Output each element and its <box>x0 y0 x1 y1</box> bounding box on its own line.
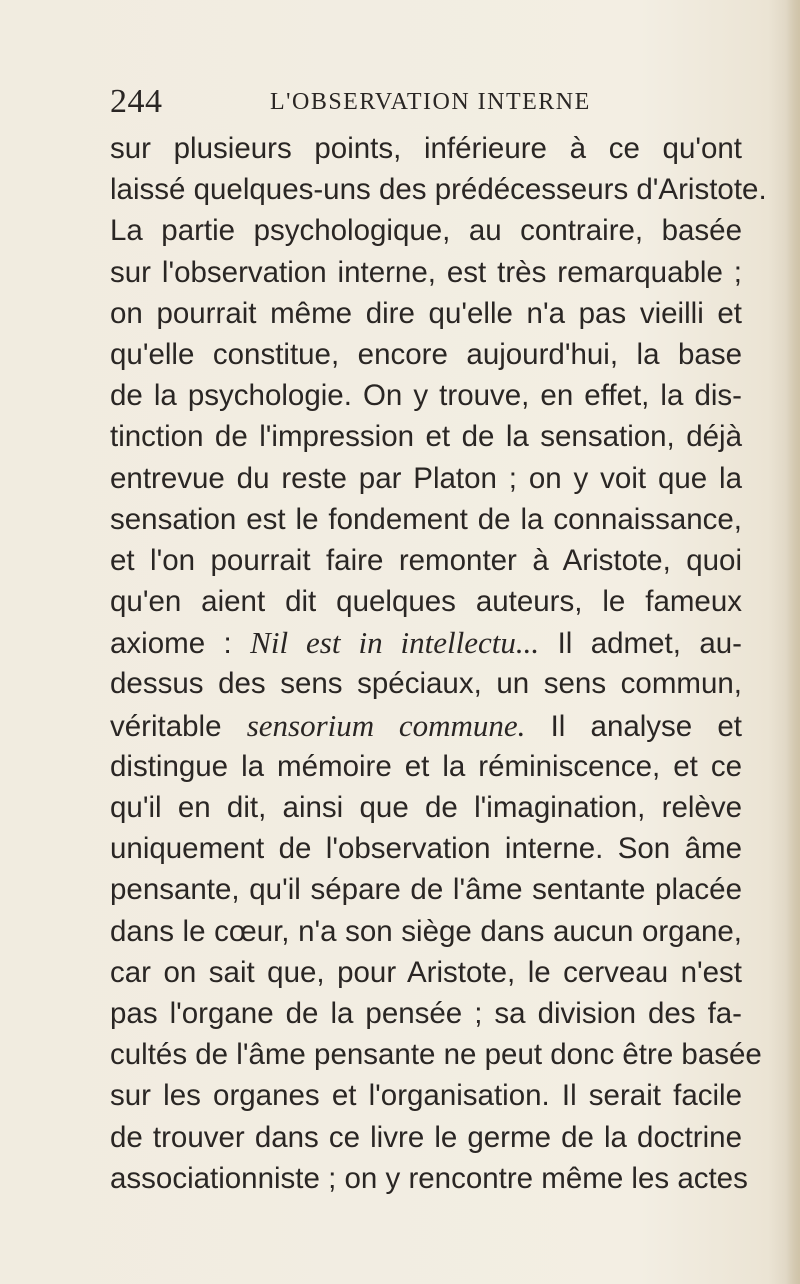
text-line-with-italic <box>110 622 742 663</box>
page-edge-shadow <box>786 0 800 1284</box>
text-line: associationniste ; on y rencontre même les actes <box>110 1161 748 1195</box>
text-line: qu'il en dit, ainsi que de l'imagination, relève <box>110 791 742 824</box>
text-line: dessus des sens spéciaux, un sens commun, <box>110 667 742 701</box>
text-line: sur l'observation interne, est très remarquable ; <box>110 255 742 289</box>
text-line: qu'elle constitue, encore aujourd'hui, la base <box>110 337 742 371</box>
text-line: et l'on pourrait faire remonter à Aristote, quoi <box>110 543 742 577</box>
running-head <box>110 82 710 122</box>
text-line: cultés de l'âme pensante ne peut donc être basée <box>110 1038 762 1072</box>
text-line: tinction de l'impression et de la sensation, déjà <box>110 420 742 454</box>
text-line: entrevue du reste par Platon ; on y voit que la <box>110 461 742 495</box>
text-line: sensation est le fondement de la connaissance, <box>110 502 742 536</box>
text-line: laissé quelques-uns des prédécesseurs d'Aristote. <box>110 173 767 207</box>
line-text: véritable <box>110 709 247 743</box>
text-line: sur les organes et l'organisation. Il serait facile <box>110 1079 742 1113</box>
text-line: de la psychologie. On y trouve, en effet, la dis- <box>110 379 742 413</box>
text-line: sur plusieurs points, inférieure à ce qu'ont <box>110 132 742 165</box>
running-title: L'OBSERVATION INTERNE <box>270 89 591 115</box>
italic-latin-phrase: Nil est in intellectu... <box>250 625 540 661</box>
text-line-with-italic <box>110 705 742 746</box>
text-line: de trouver dans ce livre le germe de la doctrine <box>110 1120 742 1154</box>
text-line: car on sait que, pour Aristote, le cerveau n'est <box>110 955 742 989</box>
italic-latin-phrase: sensorium commune. <box>246 707 526 743</box>
body-text <box>110 128 767 1199</box>
line-text: Il admet, au- <box>539 627 742 661</box>
text-line: distingue la mémoire et la réminiscence, et ce <box>110 749 742 783</box>
page-number: 244 <box>110 83 163 120</box>
text-line: pensante, qu'il sépare de l'âme sentante placée <box>110 873 742 907</box>
line-text: axiome : <box>110 627 251 661</box>
line-text: Il analyse et <box>525 709 742 743</box>
text-line: uniquement de l'observation interne. Son âme <box>110 832 742 866</box>
text-line: dans le cœur, n'a son siège dans aucun organe, <box>110 914 742 948</box>
text-line: La partie psychologique, au contraire, basée <box>110 214 742 248</box>
text-line: pas l'organe de la pensée ; sa division des fa- <box>110 996 742 1030</box>
text-line: qu'en aient dit quelques auteurs, le fameux <box>110 585 742 619</box>
text-line: on pourrait même dire qu'elle n'a pas vieilli et <box>110 296 742 330</box>
